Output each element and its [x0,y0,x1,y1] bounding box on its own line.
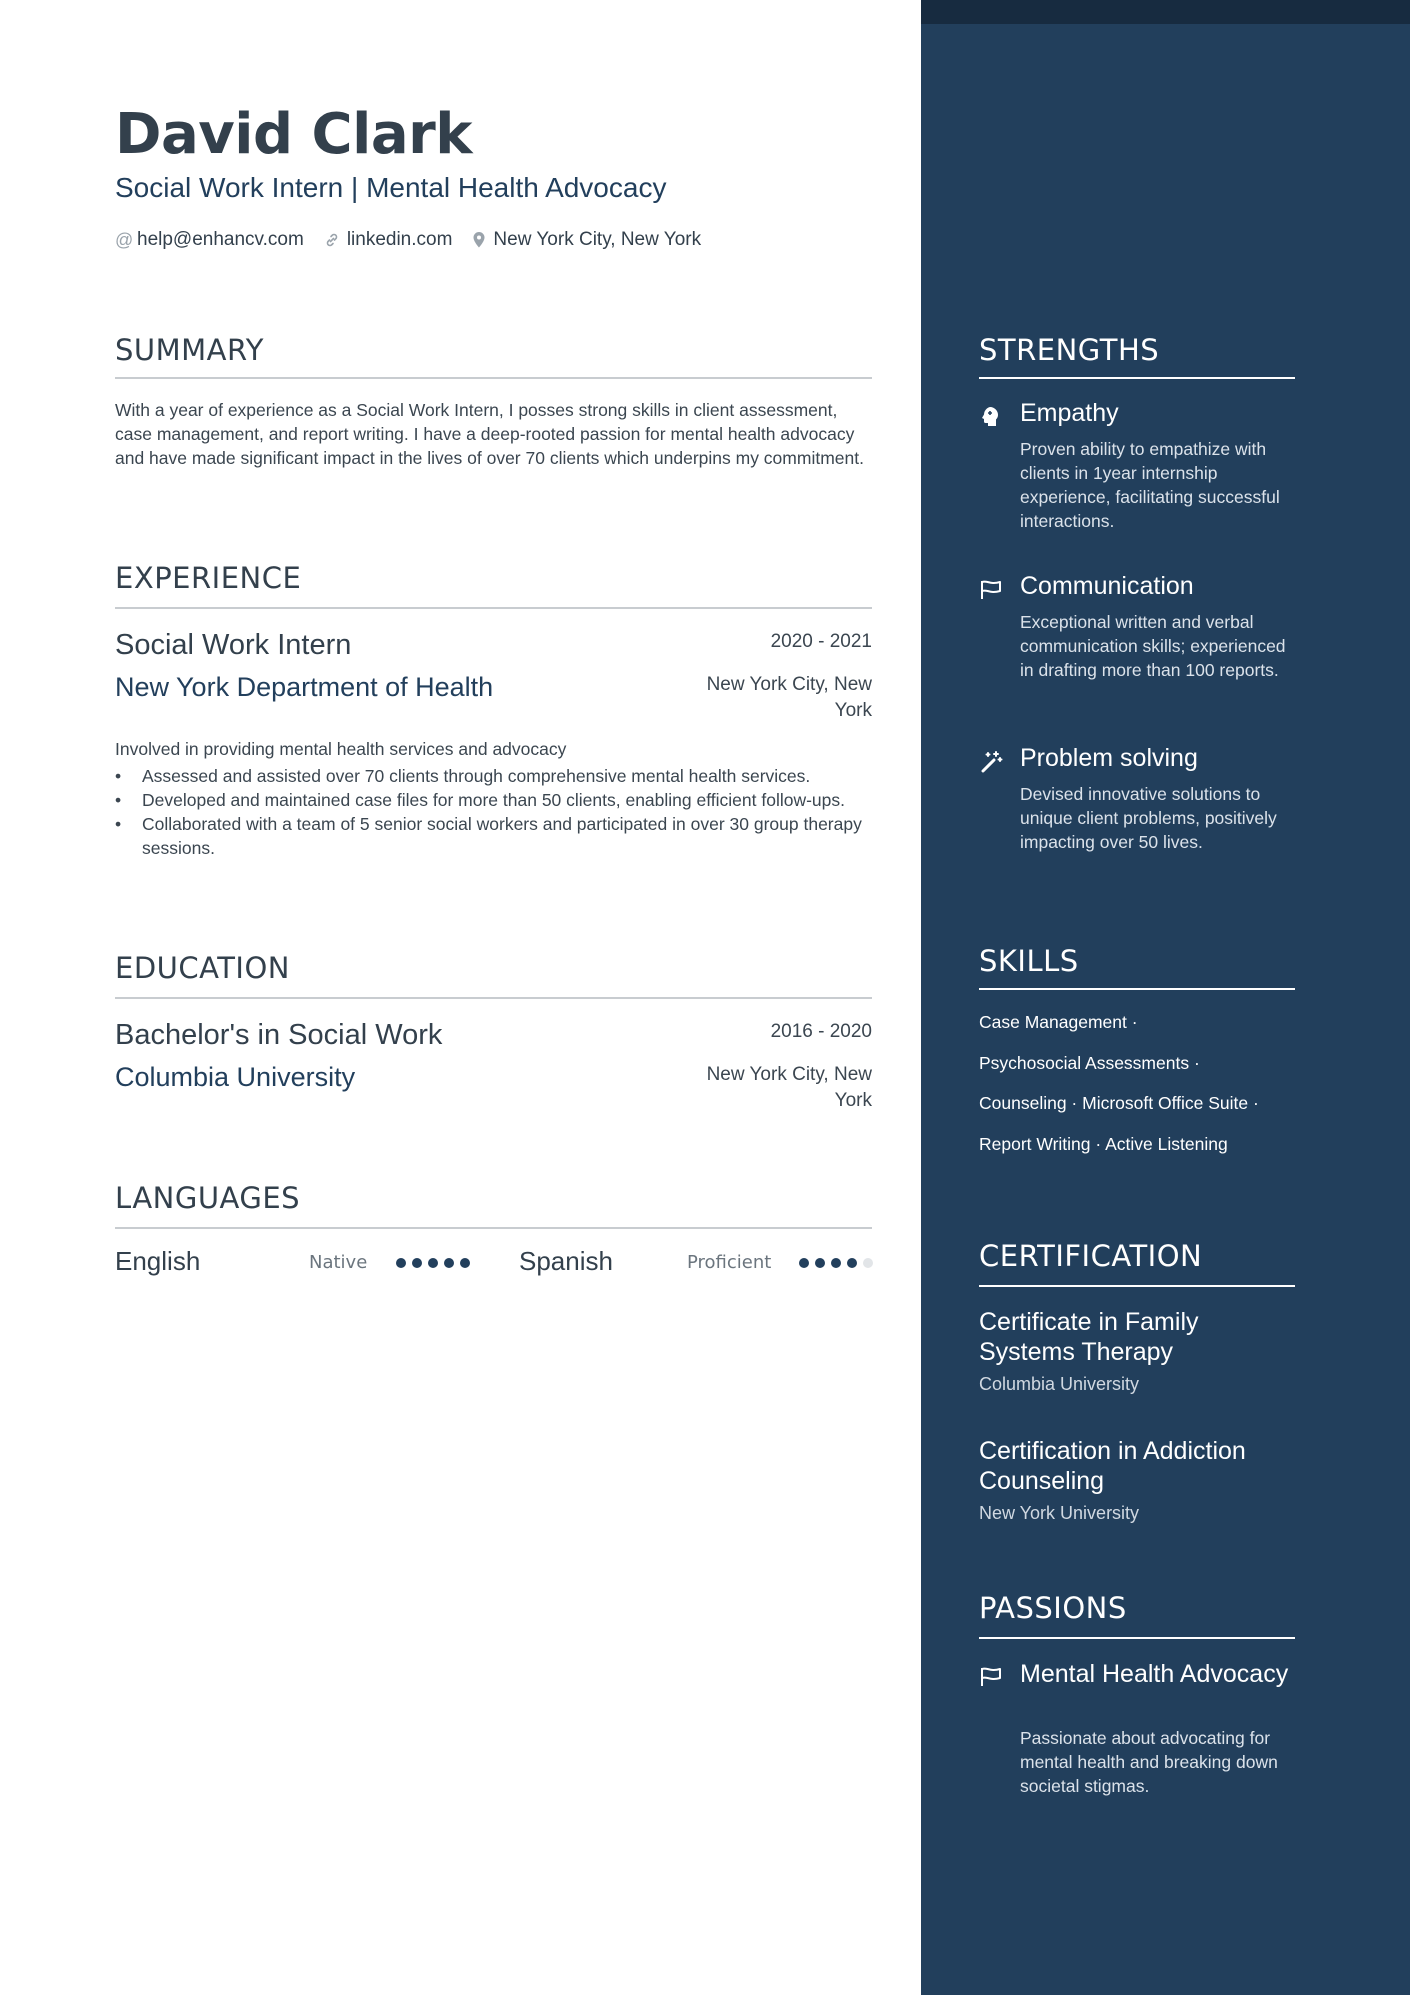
rating-dot-filled [831,1258,841,1268]
linkedin-text: linkedin.com [346,229,453,250]
experience-location: New York City, New York [706,674,872,721]
experience-company: New York Department of Health [115,672,494,702]
strength-name: Problem solving [1020,744,1198,772]
headline: Social Work Intern | Mental Health Advocacy [115,172,667,203]
education-location: New York City, New York [706,1064,872,1111]
education-divider [115,997,872,999]
contact-linkedin[interactable] [324,229,453,251]
contact-email[interactable] [115,229,304,251]
strength-description: Exceptional written and verbal communication skills; experienced in drafting more than 100 reports. [1020,612,1286,680]
rating-dot-filled [460,1258,470,1268]
location-text: New York City, New York [493,229,702,250]
language-spanish [519,1246,613,1277]
experience-bullets [115,764,872,860]
certification-name: Certification in Addiction Counseling [979,1437,1246,1495]
skill-line: Counseling · Microsoft Office Suite · [979,1093,1259,1113]
skill-line: Report Writing · Active Listening [979,1134,1228,1154]
passion-description: Passionate about advocating for mental health and breaking down societal stigmas. [1020,1728,1278,1796]
rating-dot-filled [847,1258,857,1268]
experience-divider [115,607,872,609]
strengths-title: STRENGTHS [979,333,1160,367]
head-icon [979,405,1003,429]
education-degree: Bachelor's in Social Work [115,1019,443,1051]
language-rating [396,1258,476,1268]
languages-title: LANGUAGES [115,1181,301,1215]
location-pin-icon [472,231,486,249]
strength-name: Communication [1020,572,1194,600]
link-icon [324,232,340,248]
passions-divider [979,1637,1295,1639]
list-item: • Collaborated with a team of 5 senior social workers and participated in over 30 group therapy sessions. [115,812,872,860]
education-title: EDUCATION [115,951,291,985]
sidebar [921,0,1410,1995]
rating-dot-filled [799,1258,809,1268]
strength-name: Empathy [1020,399,1119,427]
candidate-name: David Clark [115,102,472,167]
contact-location [472,229,701,251]
certification-issuer: Columbia University [979,1374,1140,1394]
experience-title: EXPERIENCE [115,561,302,595]
education-school: Columbia University [115,1062,356,1092]
rating-dot-empty [863,1258,873,1268]
certification-issuer: New York University [979,1503,1140,1523]
certification-name: Certificate in Family Systems Therapy [979,1308,1199,1366]
certification-divider [979,1285,1295,1287]
list-item: • Assessed and assisted over 70 clients through comprehensive mental health services. [115,764,872,788]
language-level: Native [309,1252,368,1273]
passion-name: Mental Health Advocacy [1020,1660,1289,1688]
strength-description: Devised innovative solutions to unique client problems, positively impacting over 50 lives. [1020,784,1277,852]
list-item: • Developed and maintained case files for more than 50 clients, enabling efficient follow-ups. [115,788,872,812]
language-level: Proficient [687,1252,772,1273]
magic-wand-icon [979,750,1003,774]
skills-divider [979,988,1295,990]
strength-description: Proven ability to empathize with clients in 1year internship experience, facilitating successful interactions. [1020,439,1280,531]
sidebar-top-band [921,0,1410,24]
rating-dot-filled [444,1258,454,1268]
contact-bar [115,229,721,251]
languages-divider [115,1227,872,1229]
education-dates: 2016 - 2020 [770,1021,872,1042]
experience-description: Involved in providing mental health services and advocacy [115,739,567,759]
language-name: Spanish [519,1246,613,1276]
skill-line: Psychosocial Assessments · [979,1053,1200,1073]
certification-title: CERTIFICATION [979,1239,1203,1273]
skills-title: SKILLS [979,944,1079,978]
email-text: help@enhancv.com [137,229,304,250]
experience-dates: 2020 - 2021 [770,631,872,652]
experience-role: Social Work Intern [115,629,352,661]
language-name: English [115,1246,201,1276]
passions-title: PASSIONS [979,1591,1127,1625]
strengths-divider [979,377,1295,379]
summary-divider [115,377,872,379]
rating-dot-filled [428,1258,438,1268]
summary-title: SUMMARY [115,333,265,367]
skill-line: Case Management · [979,1012,1138,1032]
language-english [115,1246,200,1277]
at-icon: @ [115,229,134,250]
rating-dot-filled [412,1258,422,1268]
rating-dot-filled [396,1258,406,1268]
flag-icon [979,578,1003,602]
summary-text: With a year of experience as a Social Work Intern, I posses strong skills in client assessment, case management, and report writing. I have a deep-rooted passion for mental health advocacy and have made significant impact in the lives of over 70 clients which underpins my commitment. [115,400,864,468]
flag-icon [979,1665,1003,1689]
rating-dot-filled [815,1258,825,1268]
language-rating [799,1258,879,1268]
